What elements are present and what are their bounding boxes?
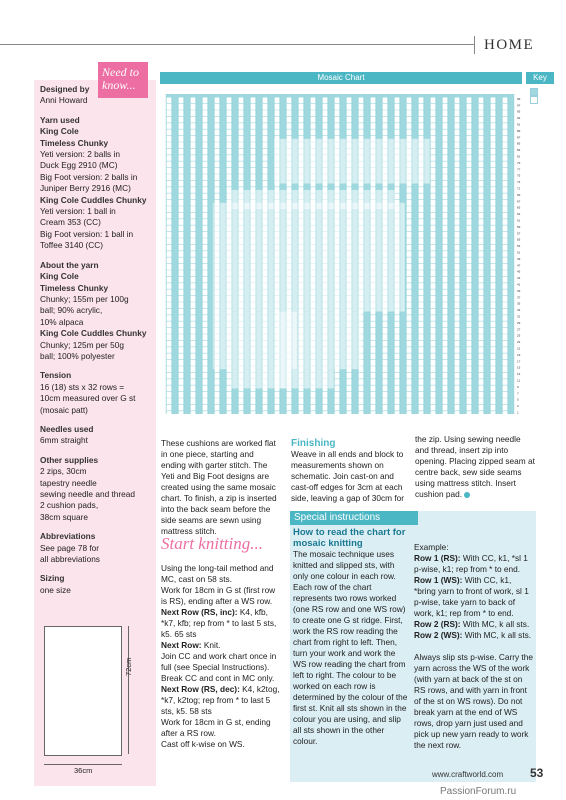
sidebar-line: 10cm measured over G st [40,393,136,404]
row-number: 33 [517,308,521,313]
finishing-text: Weave in all ends and block to measurements shown on schematic. Join cast-on and cast-off edges for 3cm at each side, leaving a gap of 30cm for [291,449,404,503]
need-to-know-badge: Need to know... [98,62,148,98]
example-rows [414,542,534,751]
sidebar-heading: About the yarn [40,259,99,270]
sidebar-heading: King Cole [40,271,79,282]
row-number: 73 [517,180,521,185]
sidebar-content [40,84,154,596]
sidebar-spacer [40,565,154,573]
row-number: 57 [517,231,521,236]
instruction-line: Cast off k-wise on WS. [161,739,245,749]
finishing-section [291,438,409,504]
row-number: 45 [517,269,521,274]
row-number: 1 [517,410,519,415]
section-title: HOME [484,37,535,53]
sidebar-line: 10% alpaca [40,316,84,327]
instruction-line: Next Row (RS, inc): K4, kfb, *k7, kfb; rep from * to last 5 sts, k5. 65 sts [161,607,277,639]
sidebar-heading: King Cole Cuddles Chunky [40,194,147,205]
chart-motif-block [278,312,362,370]
row-number: 61 [517,218,521,223]
sidebar-spacer [40,252,154,260]
row-number: 15 [517,365,521,370]
sidebar-line: (mosaic patt) [40,404,88,415]
instruction-line: Work for 18cm in G st, ending after a RS row. [161,717,271,738]
sidebar-spacer [40,416,154,424]
instruction-line: Row 2 (RS): With MC, k all sts. [414,619,530,629]
row-number: 31 [517,314,521,319]
sidebar-line: Cream 353 (CC) [40,217,101,228]
row-number: 97 [517,103,521,108]
row-number: 87 [517,135,521,140]
row-number: 81 [517,154,521,159]
section-tab [474,36,566,54]
chart-title: Mosaic Chart [160,72,522,84]
instruction-label: Row 2 (RS): [414,619,461,629]
sidebar-heading: King Cole Cuddles Chunky [40,328,147,339]
start-knitting-instructions [161,563,281,750]
sidebar-line: Chunky; 125m per 50g [40,339,124,350]
header-rule [0,44,480,45]
key-title: Key [526,72,554,84]
row-number: 17 [517,359,521,364]
end-dot-icon [464,492,470,498]
sidebar-line: 2 zips, 30cm [40,466,87,477]
row-number: 59 [517,224,521,229]
row-number: 89 [517,128,521,133]
sidebar-line: See page 78 for [40,542,100,553]
sidebar-line: Yeti version: 1 ball in [40,206,116,217]
finishing-heading: Finishing [291,438,336,449]
row-number: 21 [517,346,521,351]
instruction-label: Row 1 (RS): [414,553,461,563]
instruction-line: Row 2 (WS): With MC, k all sts. [414,630,532,640]
row-number: 3 [517,404,519,409]
height-label: 72cm [124,657,133,676]
row-number: 37 [517,295,521,300]
row-number: 77 [517,167,521,172]
cushion-schematic [44,626,122,756]
row-number: 53 [517,244,521,249]
row-number: 49 [517,256,521,261]
chart-reading-text: The mosaic technique uses knitted and slipped sts, with only one colour in each row. Each row of the chart represents two rows worked (one RS row and one WS row) to create one G st ridge. First, work the RS row reading the chart from right to left. Then, turn your work and work the WS row reading the chart from left to right. The colour to be worked on each row is determined by the colour of the first st. Knit all sts shown in the colour you are using, and slip all sts shown in the other colour. [293,549,408,746]
row-number: 65 [517,205,521,210]
special-instructions-text [293,528,411,747]
sidebar-line: Chunky; 155m per 100g [40,293,129,304]
sidebar-line: Big Foot version: 1 ball in [40,228,134,239]
footer-url: www.craftworld.com [432,770,504,779]
instruction-label: Row 1 (WS): [414,575,463,585]
row-number: 13 [517,372,521,377]
instruction-line: Work for 18cm in G st (first row is RS), ending after a WS row. [161,585,276,606]
row-number: 79 [517,160,521,165]
instruction-label: Next Row: [161,640,202,650]
row-number: 29 [517,320,521,325]
instruction-line: Join CC and work chart once in full (see Special Instructions). [161,651,277,672]
start-knitting-heading: Start knitting... [161,534,263,553]
instruction-line: Break CC and cont in MC only. [161,673,275,683]
row-number: 39 [517,288,521,293]
row-number: 91 [517,122,521,127]
sidebar-line: 6mm straight [40,435,88,446]
row-number: 19 [517,352,521,357]
row-number: 85 [517,141,521,146]
sidebar-line: ball; 90% acrylic, [40,305,103,316]
sidebar-line: 38cm square [40,511,88,522]
sidebar-line: Juniper Berry 2916 (MC) [40,183,131,194]
sidebar-heading: Timeless Chunky [40,282,109,293]
sidebar-line: Toffee 3140 (CC) [40,240,104,251]
instruction-line: Next Row (RS, dec): K4, k2tog, *k7, k2tog; rep from * to last 5 sts, k5. 58 sts [161,684,280,716]
instruction-line: Row 1 (RS): With CC, k1, *sl 1 p-wise, k1; rep from * to end. [414,553,528,574]
sidebar-line: Big Foot version: 2 balls in [40,171,138,182]
row-number: 99 [517,96,521,101]
sidebar-line: 16 (18) sts x 32 rows = [40,381,125,392]
intro-text: These cushions are worked flat in one piece, starting and ending with garter stitch. The Yeti and Big Foot designs are created using the same mosaic chart. To finish, a zip is inserted into the back seam before the side seams are sewn using mattress stitch. [161,438,277,536]
sidebar-line: Anni Howard [40,95,88,106]
special-instructions-heading: Special instructions [290,511,418,525]
watermark: PassionForum.ru [440,786,517,797]
instruction-line: Next Row: Knit. [161,640,221,650]
sidebar-spacer [40,107,154,115]
sidebar-spacer [40,362,154,370]
sidebar-line: tapestry needle [40,477,97,488]
chart-reading-subheading: How to read the chart for mosaic knitting [293,527,406,549]
mc-swatch-icon [530,88,538,96]
row-number: 27 [517,327,521,332]
row-number: 63 [517,212,521,217]
sidebar-spacer [40,447,154,455]
page-number: 53 [530,766,544,780]
row-number: 11 [517,378,521,383]
instruction-label: Next Row (RS, dec): [161,684,240,694]
row-number: 75 [517,173,521,178]
sidebar-line: Duck Egg 2910 (MC) [40,160,118,171]
instruction-label: Row 2 (WS): [414,630,463,640]
row-number: 5 [517,397,519,402]
row-number: 41 [517,282,521,287]
sidebar-heading: Designed by [40,84,90,94]
row-number: 55 [517,237,521,242]
sidebar-line: all abbreviations [40,554,100,565]
row-number: 71 [517,186,521,191]
row-number: 83 [517,148,521,153]
height-dimension-line [128,626,129,754]
width-dimension-line [44,764,122,765]
instruction-line [414,641,534,652]
sidebar-line: Yeti version: 2 balls in [40,149,120,160]
row-number: 35 [517,301,521,306]
sidebar-line: ball; 100% polyester [40,350,115,361]
row-number: 95 [517,109,521,114]
row-number: 7 [517,391,519,396]
finishing-text-2: the zip. Using sewing needle and thread, insert zip into opening. Placing zipped seam at centre back, sew side seams using mattress stitch. Insert cushion pad. [415,434,535,499]
row-number: 23 [517,340,521,345]
sidebar-heading: Timeless Chunky [40,137,109,148]
sidebar-spacer [40,523,154,531]
row-number: 9 [517,384,519,389]
sidebar-heading: Abbreviations [40,531,96,542]
sidebar-heading: Needles used [40,423,94,434]
sidebar-heading: Tension [40,370,72,381]
row-number: 67 [517,199,521,204]
width-label: 36cm [74,766,93,775]
chart-key [530,88,540,105]
instruction-label: Next Row (RS, inc): [161,607,238,617]
sidebar-heading: Sizing [40,573,65,584]
instruction-line: Always slip sts p-wise. Carry the yarn across the WS of the work (with yarn at back of the st on RS rows, and with yarn in front of the st on WS rows). Do not break yarn at the end of WS rows, drop yarn just used and pick up new yarn ready to work the next row. [414,652,533,750]
instruction-line: Row 1 (WS): With CC, k1, *bring yarn to front of work, sl 1 p-wise, take yarn to back of work, k1; rep from * to end. [414,575,529,618]
row-number: 69 [517,192,521,197]
sidebar-heading: Yarn used [40,114,80,125]
instruction-line: Example: [414,542,449,552]
row-number: 93 [517,116,521,121]
sidebar-line: one size [40,584,71,595]
row-number: 51 [517,250,521,255]
sidebar-heading: King Cole [40,126,79,137]
row-number: 47 [517,263,521,268]
sidebar-line: 2 cushion pads, [40,500,99,511]
instruction-line: Using the long-tail method and MC, cast on 58 sts. [161,563,274,584]
mosaic-chart-grid [160,88,526,426]
cc-swatch-icon [530,96,538,104]
row-number: 25 [517,333,521,338]
row-number: 43 [517,276,521,281]
sidebar-heading: Other supplies [40,454,99,465]
finishing-continued [415,434,535,500]
sidebar-line: sewing needle and thread [40,489,136,499]
